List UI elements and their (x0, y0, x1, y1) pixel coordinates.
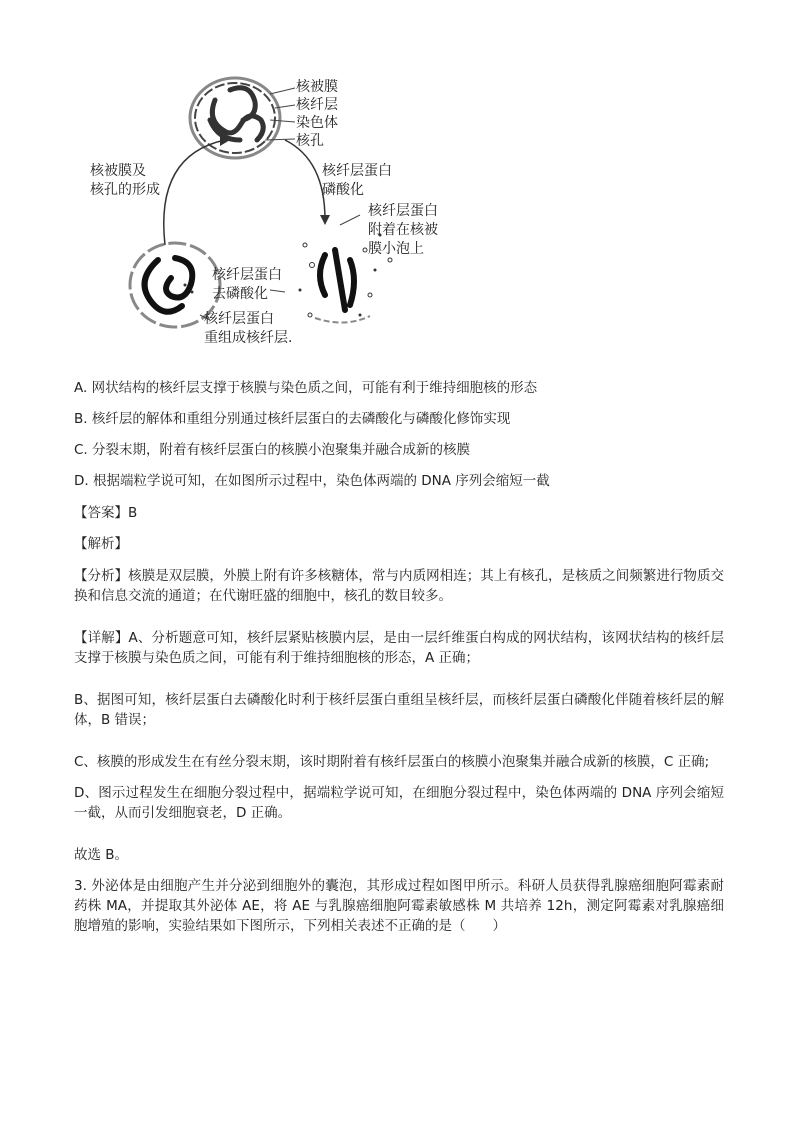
question-3: 3. 外泌体是由细胞产生并分泌到细胞外的囊泡，其形成过程如图甲所示。科研人员获得乳腺癌细胞阿霉素耐药株 MA，并提取其外泌体 AE，将 AE 与乳腺癌细胞阿霉素敏感株 M 共培养 12h，测定阿霉素对乳腺癌细胞增殖的影响，实验结果如下图所示，下列相关表述不正确的是（ ） (74, 878, 724, 934)
label-envelope-formation-1: 核被膜及 (90, 163, 146, 179)
option-d: D. 根据端粒学说可知，在如图所示过程中，染色体两端的 DNA 序列会缩短一截 (74, 473, 550, 489)
label-nuclear-envelope: 核被膜 (296, 79, 338, 95)
detail-c: C、核膜的形成发生在有丝分裂末期，该时期附着有核纤层蛋白的核膜小泡聚集并融合成新的核膜，C 正确; (74, 754, 710, 770)
label-vesicle-3: 膜小泡上 (368, 241, 424, 257)
analysis-heading: 【解析】 (74, 536, 128, 552)
label-nuclear-pore: 核孔 (296, 133, 324, 149)
label-envelope-formation-2: 核孔的形成 (90, 182, 160, 198)
label-chromosome: 染色体 (296, 115, 338, 131)
label-dephosphorylation-2: 去磷酸化 (212, 286, 268, 302)
detail-d: D、图示过程发生在细胞分裂过程中，据端粒学说可知，在细胞分裂过程中，染色体两端的 DNA 序列会缩短一截，从而引发细胞衰老，D 正确。 (74, 785, 724, 821)
label-nuclear-lamina: 核纤层 (296, 97, 338, 113)
label-phosphorylation-1: 核纤层蛋白 (322, 163, 392, 179)
answer: 【答案】B (74, 505, 138, 521)
nuclear-lamina-cycle-figure (80, 60, 480, 360)
option-a: A. 网状结构的核纤层支撑于核膜与染色质之间，可能有利于维持细胞核的形态 (74, 380, 538, 396)
conclusion: 故选 B。 (74, 847, 129, 863)
label-vesicle-2: 附着在核被 (368, 222, 438, 238)
label-dephosphorylation-1: 核纤层蛋白 (212, 267, 282, 283)
option-b: B. 核纤层的解体和重组分别通过核纤层蛋白的去磷酸化与磷酸化修饰实现 (74, 411, 511, 427)
label-reassemble-1: 核纤层蛋白 (204, 311, 274, 327)
intact-nucleus (190, 78, 280, 158)
analysis-paragraph: 【分析】核膜是双层膜，外膜上附有许多核糖体，常与内质网相连；其上有核孔，是核质之间频繁进行物质交换和信息交流的通道；在代谢旺盛的细胞中，核孔的数目较多。 (74, 568, 724, 604)
detail-a: 【详解】A、分析题意可知，核纤层紧贴核膜内层，是由一层纤维蛋白构成的网状结构，该网状结构的核纤层支撑于核膜与染色质之间，可能有利于维持细胞核的形态，A 正确； (74, 630, 724, 666)
label-phosphorylation-2: 磷酸化 (322, 182, 364, 198)
option-c: C. 分裂末期，附着有核纤层蛋白的核膜小泡聚集并融合成新的核膜 (74, 442, 471, 458)
label-vesicle-1: 核纤层蛋白 (368, 203, 438, 219)
detail-b: B、据图可知，核纤层蛋白去磷酸化时利于核纤层蛋白重组呈核纤层，而核纤层蛋白磷酸化伴随着核纤层的解体，B 错误； (74, 692, 724, 728)
label-reassemble-2: 重组成核纤层. (204, 330, 293, 346)
